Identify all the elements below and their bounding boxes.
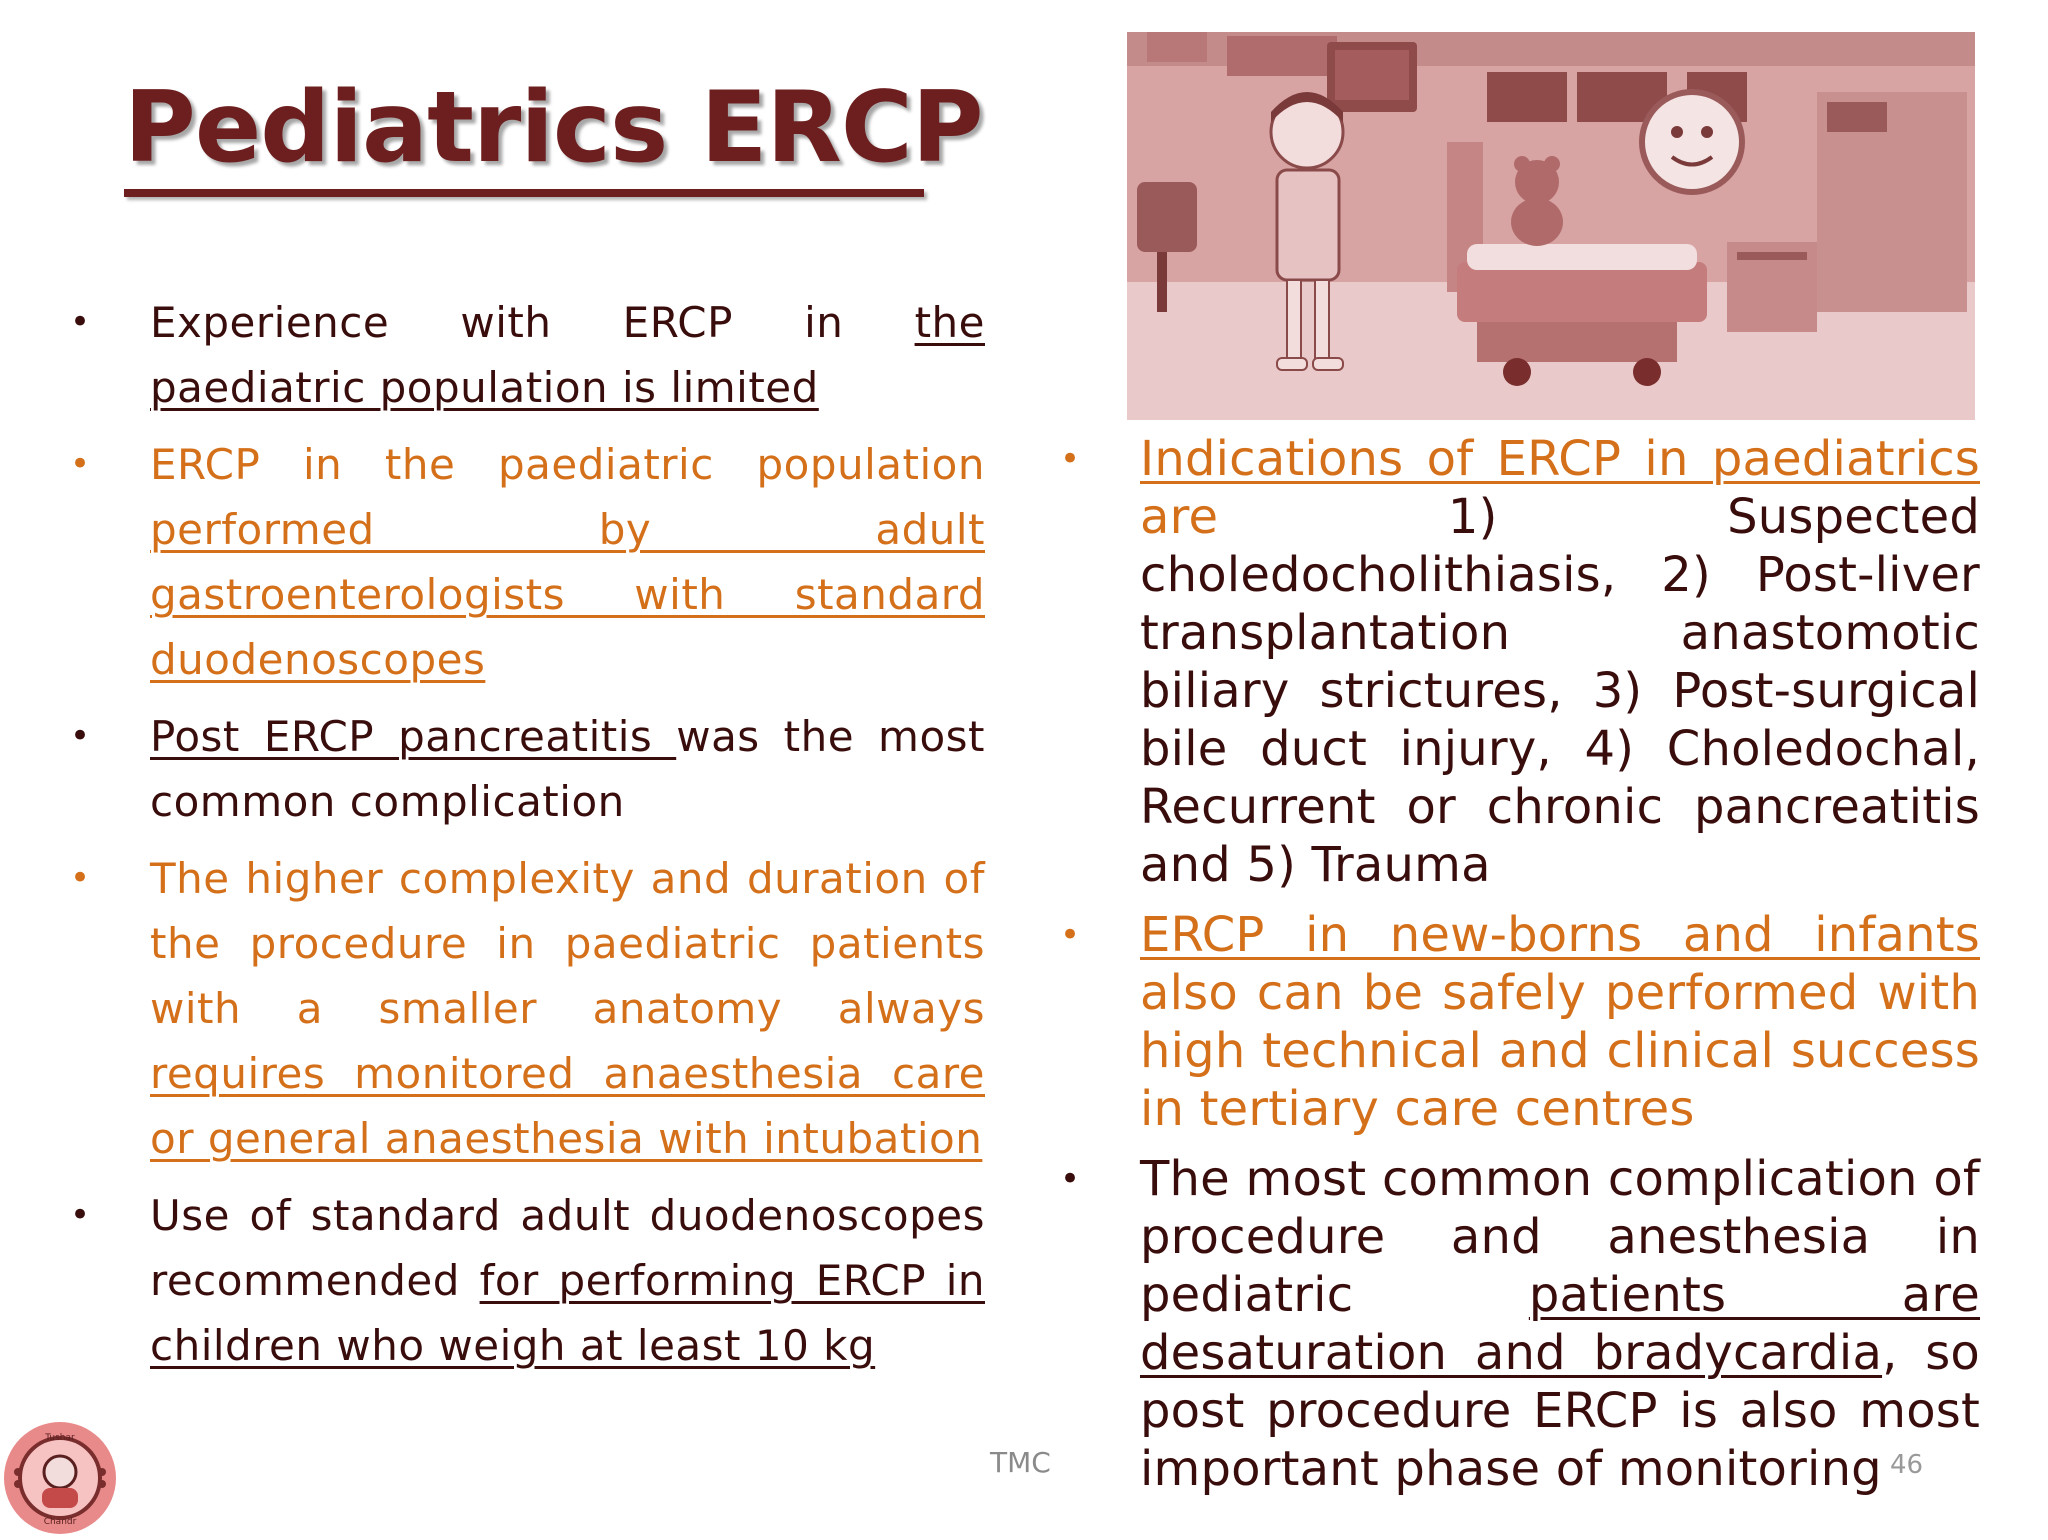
- bullet-text-segment: the paediatric population is limited: [150, 298, 985, 412]
- bullet-text-segment: also can be safely performed with high technical and clinical success in tertiary care centres: [1140, 965, 1980, 1137]
- bullet-text-segment: Indications of ERCP in paediatrics: [1140, 431, 1980, 487]
- hospital-room-illustration: [1127, 32, 1975, 420]
- left-bullet-list: [70, 290, 985, 1390]
- bullet-text-segment: 1) Suspected choledocholithiasis, 2) Post-liver transplantation anastomotic biliary strictures, 3) Post-surgical bile duct injury, 4) Choledochal, Recurrent or chronic pancreatitis and 5) Trauma: [1140, 489, 1980, 893]
- bullet-text-segment: Experience with ERCP in: [150, 298, 915, 347]
- bullet-text-segment: The higher complexity and duration of the procedure in paediatric patients with a smaller anatomy always: [150, 854, 985, 1033]
- bullet-text: [150, 1183, 985, 1378]
- bullet-marker: •: [1060, 1159, 1081, 1199]
- bullet-text: [150, 846, 985, 1171]
- bullet-marker: •: [70, 302, 91, 342]
- bullet-text-segment: requires monitored anaesthesia care or general anaesthesia with intubation: [150, 1049, 985, 1163]
- bullet-marker: •: [70, 444, 91, 484]
- bullet-marker: •: [70, 1195, 91, 1235]
- right-bullet-list: [1060, 430, 1980, 1510]
- bullet-text-segment: Use of standard adult duodenoscopes recommended: [150, 1191, 985, 1305]
- left-bullet-3: [70, 704, 985, 834]
- bullet-text-segment: are: [1140, 489, 1448, 545]
- bullet-text-segment: ERCP in new-borns and infants: [1140, 907, 1980, 963]
- right-bullet-2: [1060, 906, 1980, 1138]
- avatar-icon: [2, 1420, 118, 1536]
- bullet-text: [150, 290, 985, 420]
- bullet-marker: •: [70, 716, 91, 756]
- bullet-text-segment: was the most common complication: [150, 712, 985, 826]
- bullet-text: [150, 432, 985, 692]
- left-bullet-5: [70, 1183, 985, 1378]
- right-bullet-3: [1060, 1150, 1980, 1498]
- avatar-bottom-text: Chandr: [43, 1517, 77, 1527]
- bullet-marker: •: [1060, 915, 1081, 955]
- avatar-top-text: Tushar: [45, 1433, 75, 1443]
- bullet-text-segment: performed by adult gastroenterologists with standard duodenoscopes: [150, 505, 985, 684]
- bullet-marker: •: [70, 858, 91, 898]
- footer-label: TMC: [990, 1446, 1051, 1479]
- bullet-text: [1140, 1151, 1980, 1497]
- left-bullet-2: [70, 432, 985, 692]
- bullet-text-segment: patients are desaturation and bradycardia: [1140, 1267, 1980, 1381]
- bullet-text: [1140, 907, 1980, 1137]
- bullet-text: [1140, 431, 1980, 893]
- left-bullet-1: [70, 290, 985, 420]
- bullet-text-segment: , so post procedure ERCP is also most important phase of monitoring: [1140, 1325, 1980, 1497]
- bullet-marker: •: [1060, 439, 1081, 479]
- slide-number: 46: [1890, 1450, 1924, 1480]
- left-bullet-4: [70, 846, 985, 1171]
- bullet-text-segment: ERCP in the paediatric population: [150, 440, 985, 489]
- title-underline: [124, 189, 924, 197]
- presenter-avatar: [2, 1420, 118, 1536]
- right-bullet-1: [1060, 430, 1980, 894]
- bullet-text: [150, 704, 985, 834]
- bullet-text-segment: Post ERCP pancreatitis: [150, 712, 677, 761]
- bullet-text-segment: for performing ERCP in children who weigh at least 10 kg: [150, 1256, 985, 1370]
- bullet-text-segment: The most common complication of procedure and anesthesia in pediatric: [1140, 1151, 1980, 1323]
- hospital-room-svg: [1127, 32, 1975, 420]
- slide-title: Pediatrics ERCP: [124, 71, 983, 185]
